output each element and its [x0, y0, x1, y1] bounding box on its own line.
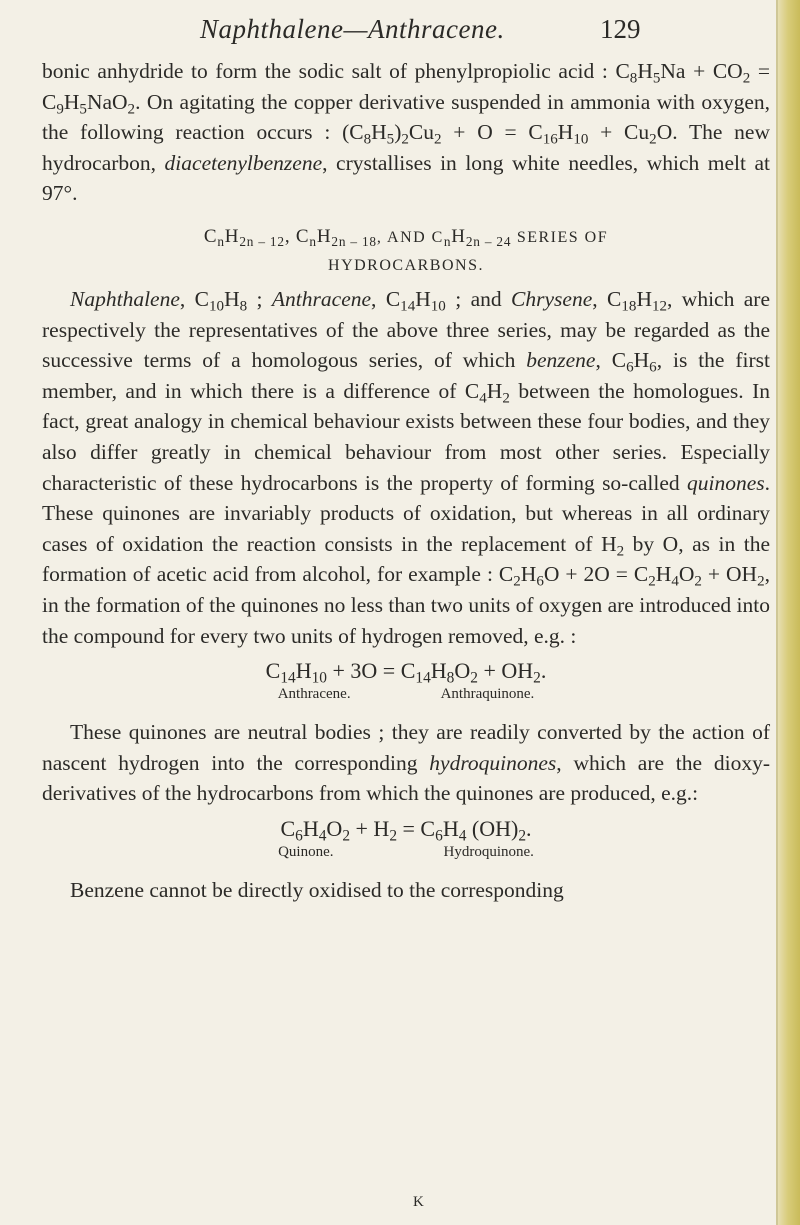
page-edge	[778, 0, 800, 1225]
equation-anthraquinone: $C_{14}H_{10} + 3O = C_{14}H_8O_2 + OH_2$.	[265, 658, 547, 687]
equation-labels	[42, 685, 770, 703]
running-title: Naphthalene—Anthracene.	[200, 14, 505, 44]
label-anthraquinone: Anthraquinone.	[440, 686, 535, 703]
label-quinone: Quinone.	[278, 843, 334, 860]
paragraph-hydroquinones: These quinones are neutral bodies ; they are readily converted by the action of nascent hydrogen into the corresponding hydroquinones, which are the dioxy-derivatives of the hydrocarbons from which the quinones are produced, e.g.:	[42, 720, 770, 806]
paragraph-benzene: Benzene cannot be directly oxidised to the corresponding	[70, 877, 564, 902]
page-header	[0, 14, 800, 48]
equation-hydroquinone: $C_6H_4O_2 + H_2 = C_6H_4$ $(OH)_2$.	[280, 815, 532, 845]
label-anthracene: Anthracene.	[277, 686, 351, 703]
label-hydroquinone: Hydroquinone.	[443, 843, 534, 860]
paragraph-quinones: Naphthalene, $C_{10}H_8$ ; Anthracene, $C_{14}H_{10}$ ; and Chrysene, $C_{18}H_{12}$, which are respectively the representatives of the above three series, may be regarded as the successive terms of a homologous series, of which benzene, $C_6H_6$, is the first member, and in which there is a difference of $C_4H_2$ between the homologues. In fact, great analogy in chemical behaviour exists between these four bodies, and they also differ greatly in chemical behaviour from most other series. Especially characteristic of these hydrocarbons is the property of forming so-called quinones. These quinones are invariably products of oxidation, but whereas in all ordinary cases of oxidation the reaction consists in the replacement of $H_2$ by O, as in the formation of acetic acid from alcohol, for example : $C_2H_6O + 2O = C_2H_4O_2 + OH_2$, in the formation of the quinones no less than two units of oxygen are introduced into the compound for every two units of hydrogen removed, e.g. :	[42, 286, 771, 648]
body-text	[42, 56, 770, 905]
signature-mark: K	[413, 1194, 425, 1210]
paragraph-phenylpropiolic: bonic anhydride to form the sodic salt of phenylpropiolic acid : $C_8H_5Na + CO_2 = C_9H_5NaO_2$. On agitating the copper derivative suspended in ammonia with oxygen, the following reaction occurs : $(C_8H_5)_2Cu_2 + O = C_{16}H_{10} + Cu_2O$. The new hydrocarbon, diacetenylbenzene, crystallises in long white needles, which melt at 97°.	[42, 59, 771, 206]
page-number: 129	[600, 14, 641, 44]
section-heading: $C_nH_{2n - 12}$, $C_nH_{2n - 18}$, AND $C_nH_{2n - 24}$ SERIES OF HYDROCARBONS.	[203, 225, 609, 274]
equation-labels	[42, 843, 770, 861]
